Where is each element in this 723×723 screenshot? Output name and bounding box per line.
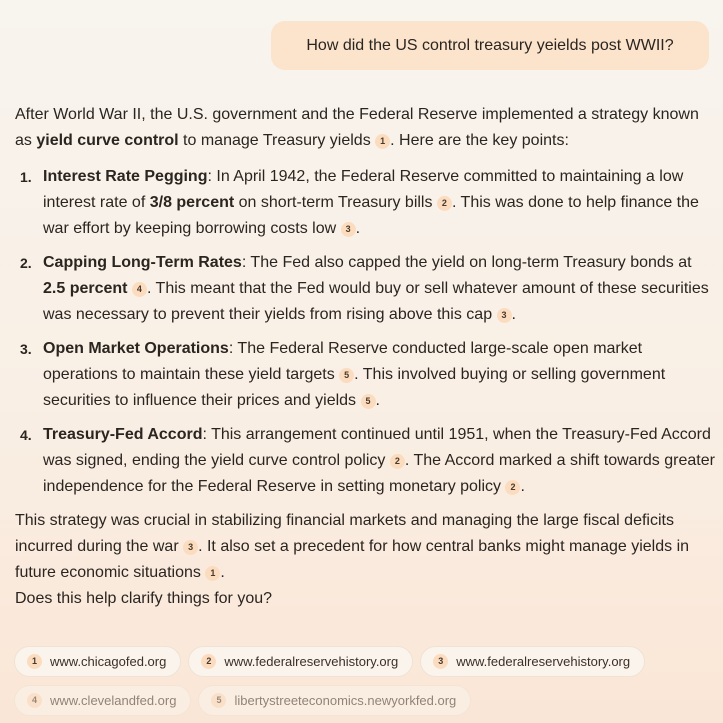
source-chip-2[interactable]: [188, 646, 413, 677]
source-label: www.federalreservehistory.org: [224, 654, 399, 669]
intro-paragraph: [15, 102, 715, 154]
intro-text-2: to manage Treasury yields: [178, 132, 376, 149]
point-text: : In April 1942, the Federal Reserve committed to maintaining a low interest rate of: [43, 168, 684, 211]
list-item: [15, 422, 715, 500]
intro-text: After World War II, the U.S. government and the Federal Reserve implemented a strategy known as: [15, 106, 699, 149]
source-chip-3[interactable]: [420, 646, 645, 677]
source-chip-5[interactable]: [198, 685, 471, 716]
point-text: .: [520, 478, 525, 495]
point-text: .: [511, 306, 516, 323]
source-number: 4: [27, 693, 42, 708]
closing-text: .: [220, 564, 225, 581]
point-bold: 3/8 percent: [149, 194, 235, 211]
point-text: : The Federal Reserve conducted large-scale open market operations to maintain these yield targets: [43, 340, 643, 383]
source-label: www.clevelandfed.org: [50, 693, 177, 708]
sources-list: [14, 646, 714, 723]
citation-badge[interactable]: 2: [437, 196, 452, 211]
source-number: 1: [27, 654, 42, 669]
citation-badge[interactable]: 1: [205, 566, 220, 581]
sources-row: [14, 646, 714, 677]
point-text: . This involved buying or selling government securities to influence their prices and yields: [43, 366, 666, 409]
closing-paragraph: [15, 508, 715, 586]
list-item: [15, 336, 715, 414]
sources-row: [14, 685, 714, 716]
list-item: [15, 164, 715, 242]
citation-badge[interactable]: 3: [183, 540, 198, 555]
follow-up-question: Does this help clarify things for you?: [15, 590, 273, 607]
point-text: on short-term Treasury bills: [234, 194, 437, 211]
citation-badge[interactable]: 4: [132, 282, 147, 297]
point-text: : This arrangement continued until 1951, when the Treasury-Fed Accord was signed, ending the yield curve control policy: [43, 426, 711, 469]
list-number: 3.: [20, 341, 32, 357]
point-text: . This was done to help finance the war effort by keeping borrowing costs low: [43, 194, 699, 237]
list-number: 2.: [20, 255, 32, 271]
list-number: 1.: [20, 169, 32, 185]
citation-badge[interactable]: 1: [375, 134, 390, 149]
point-text: .: [375, 392, 380, 409]
user-message-bubble: [271, 21, 709, 70]
point-text: : The Fed also capped the yield on long-term Treasury bonds at: [241, 254, 692, 271]
source-label: www.federalreservehistory.org: [456, 654, 631, 669]
point-title: Open Market Operations: [43, 340, 229, 357]
source-number: 5: [211, 693, 226, 708]
citation-badge[interactable]: 5: [361, 394, 376, 409]
point-title: Treasury-Fed Accord: [43, 426, 203, 443]
point-title: Interest Rate Pegging: [43, 168, 208, 185]
closing-text: This strategy was crucial in stabilizing financial markets and managing the large fiscal deficits incurred during the war: [15, 512, 674, 555]
list-item: [15, 250, 715, 328]
user-message-text: How did the US control treasury yeields post WWII?: [306, 37, 674, 54]
intro-text-3: . Here are the key points:: [390, 132, 569, 149]
citation-badge[interactable]: 2: [505, 480, 520, 495]
source-chip-1[interactable]: [14, 646, 181, 677]
list-number: 4.: [20, 427, 32, 443]
assistant-answer: [15, 102, 715, 612]
point-text: . This meant that the Fed would buy or sell whatever amount of these securities was necessary to prevent their yields from rising above this cap: [43, 280, 709, 323]
citation-badge[interactable]: 5: [339, 368, 354, 383]
citation-badge[interactable]: 2: [390, 454, 405, 469]
intro-bold: yield curve control: [36, 132, 179, 149]
point-text: . The Accord marked a shift towards greater independence for the Federal Reserve in setting monetary policy: [43, 452, 715, 495]
source-label: www.chicagofed.org: [50, 654, 167, 669]
point-title: Capping Long-Term Rates: [43, 254, 242, 271]
source-number: 2: [201, 654, 216, 669]
point-bold: 2.5 percent: [43, 280, 128, 297]
citation-badge[interactable]: 3: [497, 308, 512, 323]
source-chip-4[interactable]: [14, 685, 191, 716]
source-label: libertystreeteconomics.newyorkfed.org: [234, 693, 457, 708]
source-number: 3: [433, 654, 448, 669]
citation-badge[interactable]: 3: [341, 222, 356, 237]
point-text: .: [355, 220, 361, 237]
key-points-list: [15, 164, 715, 500]
closing-text: . It also set a precedent for how central banks might manage yields in future economic situations: [15, 538, 690, 581]
